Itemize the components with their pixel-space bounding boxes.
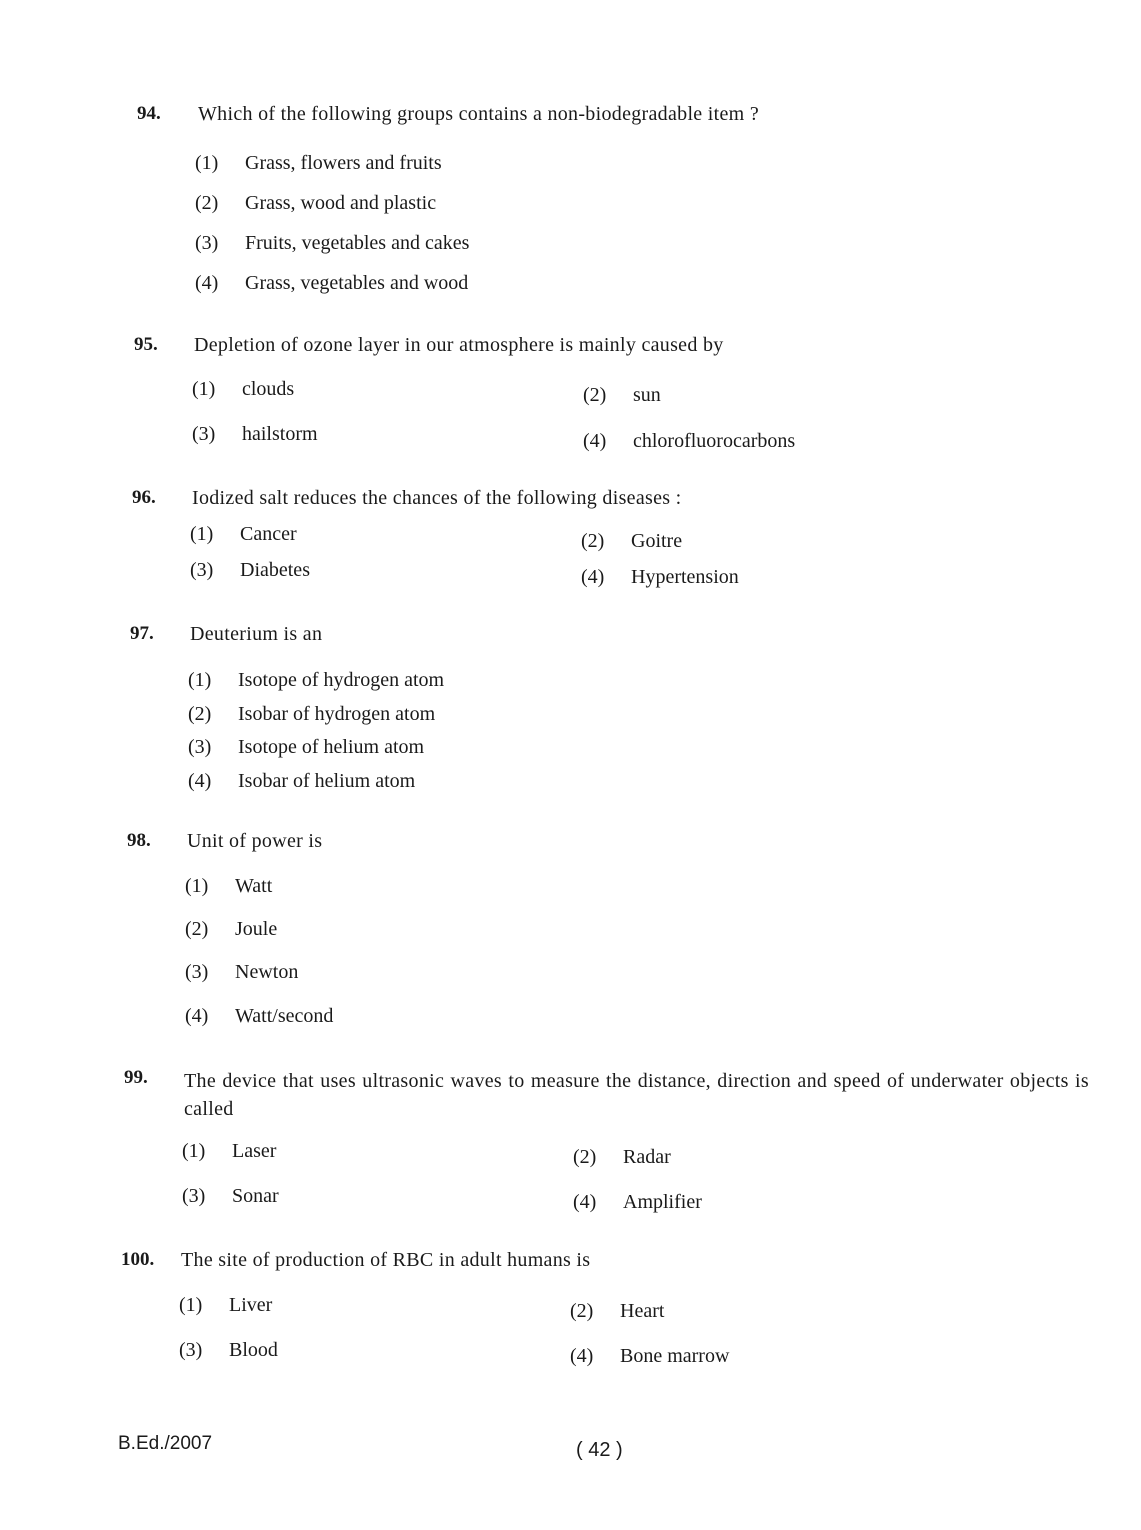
option-text: Hypertension [631,566,739,588]
option-number: (2) [581,530,605,552]
option-text: Watt/second [235,1005,334,1027]
option-number: (4) [570,1345,594,1367]
option-text: Liver [229,1294,273,1316]
option-number: (1) [195,152,219,174]
option-text: Bone marrow [620,1345,730,1367]
option-text: Watt [235,875,273,897]
option-text: Cancer [240,523,297,545]
option-text: Radar [623,1146,671,1168]
option-number: (1) [188,669,212,691]
exam-code: B.Ed./2007 [118,1433,213,1454]
question-100 [121,1249,1021,1379]
option-text: Heart [620,1300,665,1322]
option-number: (2) [185,918,209,940]
option-text: Isotope of helium atom [238,736,425,758]
option-number: (1) [182,1140,206,1162]
option-text: Grass, wood and plastic [245,192,437,214]
option-number: (1) [190,523,214,545]
option-number: (4) [583,430,607,452]
option-number: (2) [583,384,607,406]
question-97 [130,623,1030,798]
option-number: (4) [581,566,605,588]
option-text: Grass, vegetables and wood [245,272,469,294]
question-95 [134,334,1034,464]
option-text: Isotope of hydrogen atom [238,669,445,691]
option-number: (4) [185,1005,209,1027]
question-number: 99. [124,1067,148,1088]
option-text: Laser [232,1140,277,1162]
option-text: Goitre [631,530,683,552]
question-text: Unit of power is [187,830,323,852]
option-text: Sonar [232,1185,279,1207]
option-text: Isobar of hydrogen atom [238,703,436,725]
option-number: (2) [195,192,219,214]
option-number: (1) [179,1294,203,1316]
question-number: 97. [130,623,154,644]
option-number: (3) [182,1185,206,1207]
option-number: (3) [179,1339,203,1361]
option-text: chlorofluorocarbons [633,430,796,452]
question-number: 100. [121,1249,155,1270]
option-number: (3) [195,232,219,254]
question-96 [132,487,1032,597]
question-text: Iodized salt reduces the chances of the following diseases : [192,487,682,509]
question-text: The device that uses ultrasonic waves to measure the distance, direction and speed of underwater objects is called [184,1070,1089,1120]
option-number: (4) [573,1191,597,1213]
option-number: (4) [188,770,212,792]
option-number: (2) [570,1300,594,1322]
question-text: Deuterium is an [190,623,323,645]
question-94 [137,103,1037,303]
option-text: Fruits, vegetables and cakes [245,232,470,254]
option-text: Grass, flowers and fruits [245,152,442,174]
option-number: (3) [185,961,209,983]
option-text: Diabetes [240,559,310,581]
option-text: Blood [229,1339,278,1361]
option-number: (3) [192,423,216,445]
question-text: Depletion of ozone layer in our atmosphere is mainly caused by [194,334,724,356]
question-99 [124,1067,1089,1227]
question-text: The site of production of RBC in adult humans is [181,1249,591,1271]
question-number: 98. [127,830,151,851]
question-number: 95. [134,334,158,355]
option-text: hailstorm [242,423,318,445]
option-number: (2) [573,1146,597,1168]
option-number: (2) [188,703,212,725]
option-number: (3) [188,736,212,758]
question-number: 96. [132,487,156,508]
option-number: (1) [185,875,209,897]
question-98 [127,830,1027,1030]
option-text: Isobar of helium atom [238,770,416,792]
page-number: ( 42 ) [576,1439,623,1461]
option-text: Newton [235,961,299,983]
option-text: sun [633,384,661,406]
option-text: Amplifier [623,1191,702,1213]
option-text: clouds [242,378,295,400]
question-number: 94. [137,103,161,124]
option-number: (4) [195,272,219,294]
option-number: (3) [190,559,214,581]
option-text: Joule [235,918,278,940]
question-text: Which of the following groups contains a non-biodegradable item ? [198,103,760,125]
option-number: (1) [192,378,216,400]
